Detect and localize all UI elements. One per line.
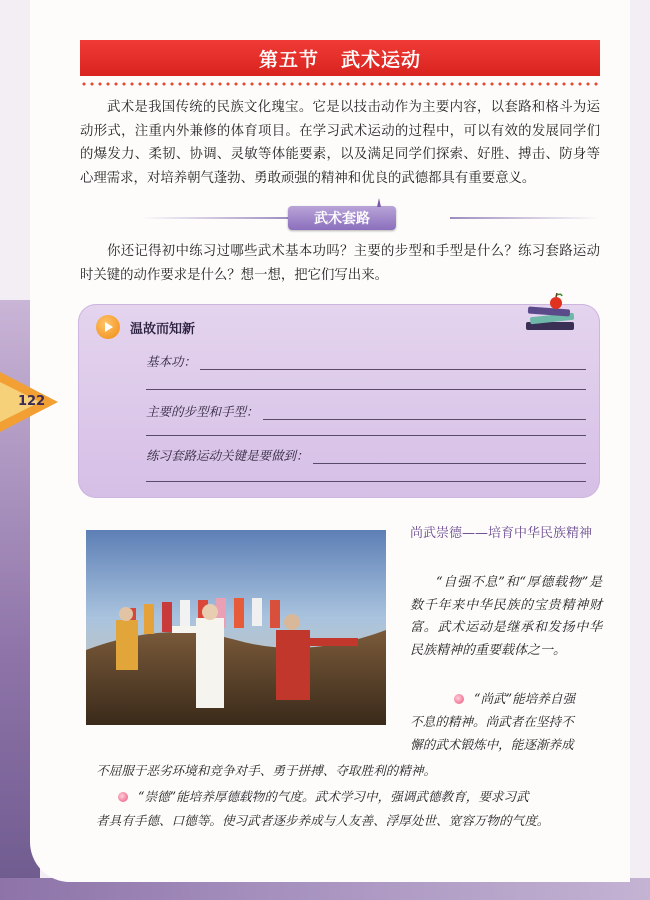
section-number: 第五节 <box>258 48 319 71</box>
answer-blank-line[interactable] <box>146 435 586 436</box>
bullet-2-line-2: 者具有手德、口德等。使习武者逐步养成与人友善、浮厚处世、宽容万物的气度。 <box>96 813 550 828</box>
bullet-1-tail: 不屈服于恶劣环境和竞争对手、勇于拼搏、夺取胜利的精神。 <box>96 763 437 778</box>
subsection-pill <box>288 206 396 230</box>
field-basic-skills[interactable] <box>146 352 586 370</box>
page-number: 122 <box>18 394 46 409</box>
bullet-icon <box>454 694 464 704</box>
heading-rule-right <box>450 217 600 219</box>
section-name: 武术运动 <box>341 48 422 71</box>
prompt-paragraph: 你还记得初中练习过哪些武术基本功吗？主要的步型和手型是什么？练习套路运动时关键的动作要求是什么？想一想，把它们写出来。 <box>80 244 600 283</box>
subsection-heading <box>140 206 600 230</box>
play-icon <box>96 315 120 339</box>
leaf-mark-icon <box>376 198 382 208</box>
heading-rule-left <box>140 217 290 219</box>
bullet-text: “崇德”能培养厚德载物的气度。武术学习中，强调武德教育，要求习武 <box>138 789 529 804</box>
intro-paragraph: 武术是我国传统的民族文化瑰宝。它是以技击动作为主要内容，以套路和格斗为运动形式，注重内外兼修的体育项目。在学习武术运动的过程中，可以有效的发展同学们的爆发力、柔韧、协调、灵敏等体能要素，以及满足同学们探索、好胜、搏击、防身等心理需求，对培养朝气蓬勃、勇敢顽强的精神和优良的武德都具有重要意义。 <box>80 100 600 186</box>
field-label: 练习套路运动关键是要做到： <box>146 448 309 463</box>
answer-blank[interactable] <box>200 355 586 370</box>
review-header <box>96 314 195 340</box>
subsection-title: 武术套路 <box>314 211 370 227</box>
field-key-points[interactable] <box>146 446 586 464</box>
martial-arts-photo <box>86 530 386 725</box>
bullet-1-line-1 <box>410 688 602 710</box>
answer-blank-line[interactable] <box>146 389 586 390</box>
page-number-tab <box>0 372 60 432</box>
bullet-1-line-3: 懈的武术锻炼中，能逐渐养成 <box>410 737 574 752</box>
answer-blank[interactable] <box>263 405 586 420</box>
review-title: 温故而知新 <box>130 321 196 337</box>
bullet-text: “尚武”能培养自强 <box>474 691 576 706</box>
section-title-bar <box>80 40 600 76</box>
sidebar-heading: 尚武崇德——培育中华民族精神 <box>410 526 593 541</box>
bullet-1-line-2: 不息的精神。尚武者在坚持不 <box>410 714 574 729</box>
field-label: 主要的步型和手型： <box>146 404 259 419</box>
answer-blank-line[interactable] <box>146 481 586 482</box>
field-stance-hand[interactable] <box>146 402 586 420</box>
dotted-divider <box>80 82 600 86</box>
sidebar-paragraph: “自强不息”和“厚德载物”是数千年来中华民族的宝贵精神财富。武术运动是继承和发扬中华民族精神的重要载体之一。 <box>410 575 602 658</box>
bullet-2-line-1 <box>118 786 600 808</box>
answer-blank[interactable] <box>313 449 586 464</box>
bullet-icon <box>118 792 128 802</box>
field-label: 基本功： <box>146 354 197 369</box>
books-apple-icon <box>522 292 582 336</box>
